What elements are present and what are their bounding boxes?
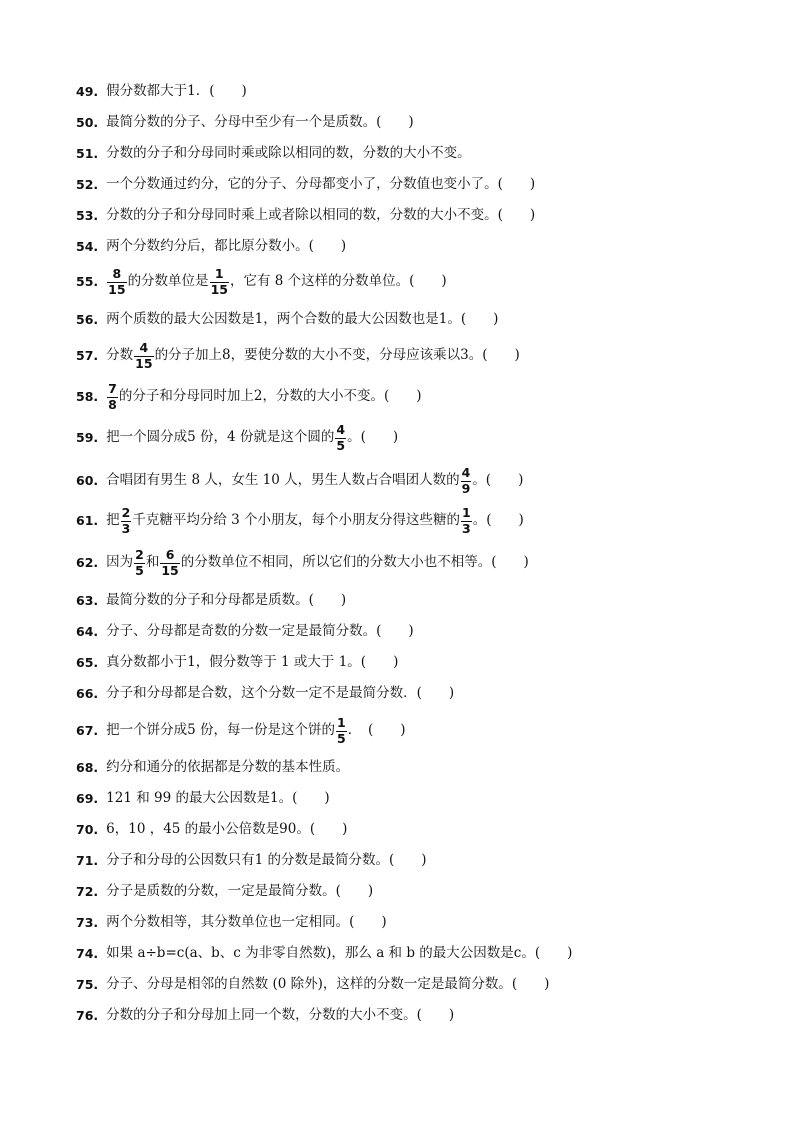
fraction	[160, 549, 179, 577]
question-item	[76, 684, 454, 704]
question-item	[76, 505, 524, 536]
question-number: 65.	[76, 654, 99, 670]
question-text: 两个分数相等，其分数单位也一定相同。( )	[106, 914, 387, 931]
fraction-denominator: 15	[108, 281, 126, 297]
question-text: 真分数都小于1，假分数等于 1 或大于 1。( )	[106, 654, 399, 671]
question-number: 72.	[76, 883, 99, 899]
fraction	[336, 717, 347, 745]
question-item	[76, 944, 572, 964]
question-text: 。( )	[472, 472, 524, 489]
question-number: 51.	[76, 145, 99, 161]
question-text: 分数的分子和分母同时乘上或者除以相同的数，分数的大小不变。( )	[106, 207, 536, 224]
fraction	[461, 507, 472, 535]
question-text: 分子和分母都是合数，这个分数一定不是最简分数．( )	[106, 685, 455, 702]
question-text: 合唱团有男生 8 人，女生 10 人，男生人数占合唱团人数的	[106, 472, 460, 489]
question-number: 56.	[76, 311, 99, 327]
fraction	[107, 383, 118, 411]
question-item	[76, 591, 346, 611]
question-item	[76, 913, 387, 933]
question-number: 52.	[76, 176, 99, 192]
fraction-denominator: 8	[108, 396, 117, 412]
question-text: 两个质数的最大公因数是1，两个合数的最大公因数也是1。( )	[106, 311, 499, 328]
fraction	[134, 342, 153, 370]
fraction-numerator: 1	[214, 266, 224, 281]
question-text: ，它有 8 个这样的分数单位。( )	[229, 273, 447, 290]
question-text: 的分子加上8，要使分数的大小不变，分母应该乘以3。( )	[154, 347, 520, 364]
question-text: 如果 a÷b=c(a、b、c 为非零自然数)，那么 a 和 b 的最大公因数是c。( )	[106, 945, 573, 962]
question-number: 76.	[76, 1007, 99, 1023]
question-number: 75.	[76, 976, 99, 992]
question-number: 53.	[76, 207, 99, 223]
fraction	[335, 424, 346, 452]
fraction-numerator: 1	[462, 505, 471, 520]
question-text: 的分子和分母同时加上2，分数的大小不变。( )	[118, 388, 422, 405]
question-item	[76, 340, 520, 371]
question-text: ． ( )	[347, 722, 406, 739]
question-text: 的分数单位不相同，所以它们的分数大小也不相等。( )	[180, 554, 529, 571]
question-text: 。( )	[472, 512, 524, 529]
question-text: 把一个饼分成5 份，每一份是这个饼的	[106, 722, 336, 739]
question-item	[76, 975, 549, 995]
fraction-denominator: 9	[461, 480, 471, 496]
question-text: 分数的分子和分母加上同一个数，分数的大小不变。( )	[106, 1007, 455, 1024]
question-number: 63.	[76, 592, 99, 608]
question-item	[76, 622, 414, 642]
question-text: 的分数单位是	[127, 273, 209, 290]
question-text: 分子、分母是相邻的自然数 (0 除外)，这样的分数一定是最简分数。( )	[106, 976, 550, 993]
fraction-numerator: 6	[165, 547, 175, 562]
question-number: 54.	[76, 238, 99, 254]
question-text: 分子是质数的分数，一定是最简分数。( )	[106, 883, 374, 900]
question-text: 。( )	[347, 429, 399, 446]
question-text: 把	[106, 512, 120, 529]
question-item	[76, 144, 471, 164]
fraction-denominator: 5	[135, 562, 144, 578]
question-number: 69.	[76, 790, 99, 806]
question-number: 71.	[76, 852, 99, 868]
question-text: 6，10 ，45 的最小公倍数是90。( )	[106, 821, 348, 838]
question-item	[76, 206, 535, 226]
question-text: 121 和 99 的最大公因数是1。( )	[106, 790, 330, 807]
fraction	[121, 507, 132, 535]
question-item	[76, 237, 346, 257]
question-item	[76, 82, 247, 102]
fraction	[461, 467, 472, 495]
question-item	[76, 882, 373, 902]
fraction-numerator: 2	[135, 547, 144, 562]
question-number: 59.	[76, 429, 99, 445]
question-number: 74.	[76, 945, 99, 961]
question-number: 62.	[76, 554, 99, 570]
question-text: 因为	[106, 554, 134, 571]
fraction-denominator: 3	[121, 520, 131, 536]
fraction-denominator: 3	[462, 520, 471, 536]
question-text: 分子和分母的公因数只有1 的分数是最简分数。( )	[106, 852, 427, 869]
fraction-denominator: 15	[210, 281, 228, 297]
question-text: 约分和通分的依据都是分数的基本性质。	[106, 759, 350, 776]
question-item	[76, 789, 330, 809]
question-number: 66.	[76, 685, 99, 701]
fraction	[210, 268, 229, 296]
question-text: 分数	[106, 347, 134, 364]
fraction-denominator: 5	[337, 730, 346, 746]
question-item	[76, 465, 524, 496]
fraction-numerator: 4	[336, 422, 346, 437]
question-item	[76, 175, 535, 195]
question-text: 两个分数约分后，都比原分数小。( )	[106, 238, 347, 255]
question-item	[76, 851, 427, 871]
question-number: 50.	[76, 114, 99, 130]
question-number: 61.	[76, 512, 99, 528]
fraction-numerator: 1	[337, 715, 346, 730]
question-item	[76, 266, 447, 297]
fraction	[107, 268, 126, 296]
question-item	[76, 310, 498, 330]
question-item	[76, 758, 349, 778]
question-number: 60.	[76, 472, 99, 488]
question-item	[76, 113, 414, 133]
fraction-numerator: 2	[121, 505, 131, 520]
question-text: 一个分数通过约分，它的分子、分母都变小了，分数值也变小了。( )	[106, 176, 536, 193]
fraction-numerator: 4	[461, 465, 471, 480]
question-item	[76, 1006, 454, 1026]
question-number: 67.	[76, 722, 99, 738]
question-text: 分子、分母都是奇数的分数一定是最简分数。( )	[106, 623, 414, 640]
question-number: 68.	[76, 759, 99, 775]
question-number: 70.	[76, 821, 99, 837]
question-item	[76, 820, 347, 840]
question-text: 最简分数的分子、分母中至少有一个是质数。( )	[106, 114, 414, 131]
question-number: 64.	[76, 623, 99, 639]
fraction-denominator: 15	[161, 562, 179, 578]
fraction	[134, 549, 145, 577]
fraction-numerator: 8	[112, 266, 122, 281]
question-number: 49.	[76, 83, 99, 99]
question-item	[76, 422, 399, 453]
question-text: 假分数都大于1．( )	[106, 83, 247, 100]
question-number: 73.	[76, 914, 99, 930]
question-text: 把一个圆分成5 份，4 份就是这个圆的	[106, 429, 335, 446]
question-item	[76, 547, 529, 578]
fraction-denominator: 5	[336, 437, 346, 453]
fraction-numerator: 4	[139, 340, 149, 355]
question-item	[76, 653, 398, 673]
question-number: 58.	[76, 388, 99, 404]
question-text: 分数的分子和分母同时乘或除以相同的数，分数的大小不变。	[106, 145, 471, 162]
question-text: 和	[145, 554, 160, 571]
question-number: 57.	[76, 347, 99, 363]
fraction-numerator: 7	[108, 381, 117, 396]
question-text: 最简分数的分子和分母都是质数。( )	[106, 592, 347, 609]
question-text: 千克糖平均分给 3 个小朋友，每个小朋友分得这些糖的	[132, 512, 461, 529]
question-item	[76, 715, 406, 746]
fraction-denominator: 15	[135, 355, 153, 371]
question-number: 55.	[76, 273, 99, 289]
question-item	[76, 381, 422, 412]
